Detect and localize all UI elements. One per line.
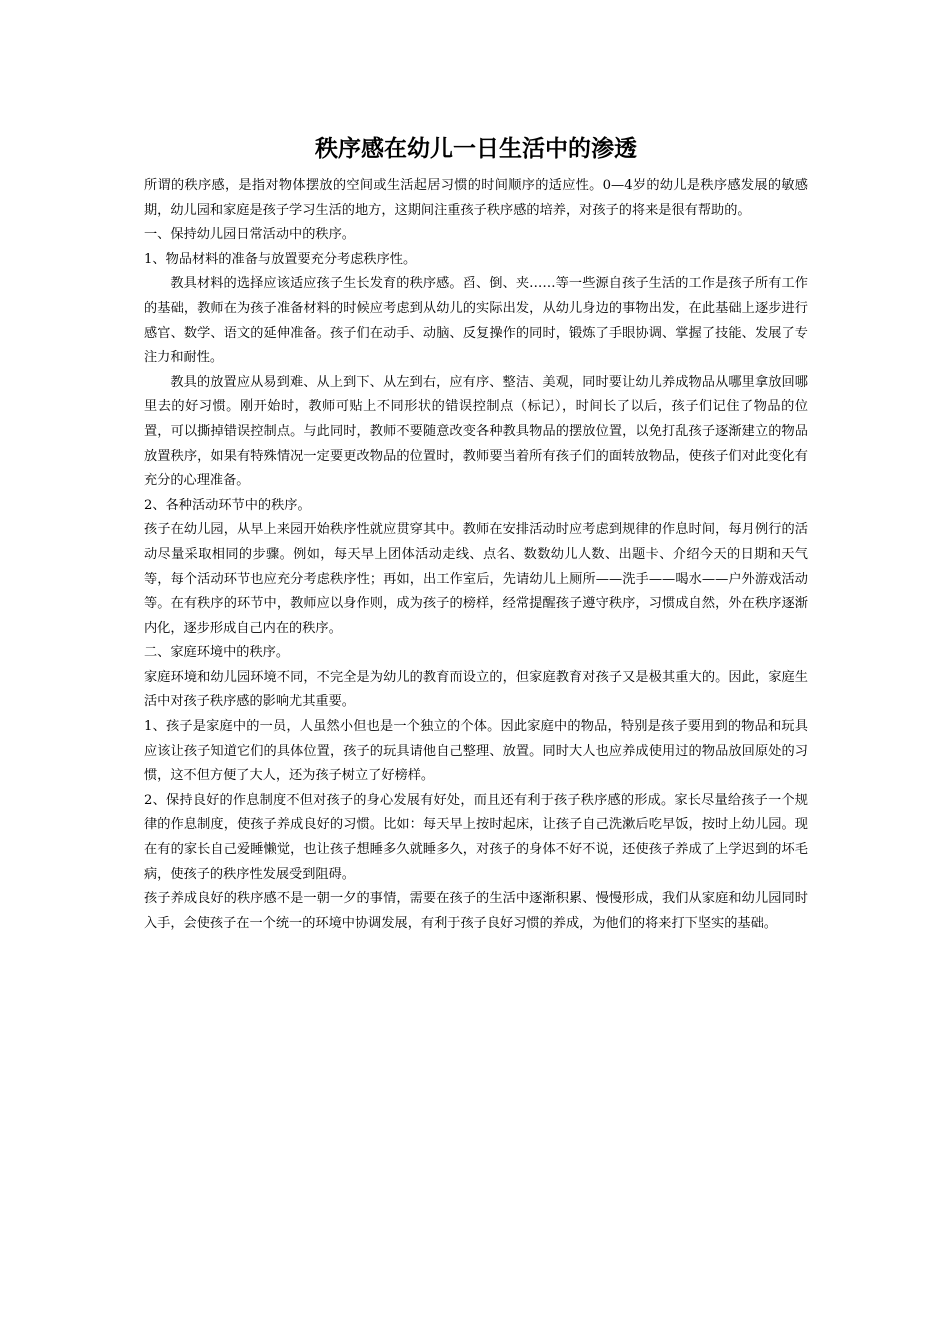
intro-paragraph: 所谓的秩序感，是指对物体摆放的空间或生活起居习惯的时间顺序的适应性。0—4岁的幼儿是秩序感发展的敏感期，幼儿园和家庭是孩子学习生活的地方，这期间注重孩子秩序感的培养，对孩子的将来是很有帮助的。 <box>144 178 808 218</box>
paragraph-material-selection: 教具材料的选择应该适应孩子生长发育的秩序感。舀、倒、夹……等一些源自孩子生活的工作是孩子所有工作的基础，教师在为孩子准备材料的时候应考虑到从幼儿的实际出发，从幼儿身边的事物出发，在此基础上逐步进行感官、数学、语文的延伸准备。孩子们在动手、动脑、反复操作的同时，锻炼了手眼协调、掌握了技能、发展了专注力和耐性。 <box>144 276 808 366</box>
document-title: 秩序感在幼儿一日生活中的渗透 <box>315 136 637 162</box>
paragraph-home-intro: 家庭环境和幼儿园环境不同，不完全是为幼儿的教育而设立的，但家庭教育对孩子又是极其重大的。因此，家庭生活中对孩子秩序感的影响尤其重要。 <box>144 669 808 710</box>
paragraph-home-item-2: 2、保持良好的作息制度不但对孩子的身心发展有好处，而且还有利于孩子秩序感的形成。家长尽量给孩子一个规律的作息制度，使孩子养成良好的习惯。比如：每天早上按时起床，让孩子自己洗漱后吃早饭，按时上幼儿园。现在有的家长自己爱睡懒觉，也让孩子想睡多久就睡多久，对孩子的身体不好不说，还使孩子养成了上学迟到的坏毛病，使孩子的秩序性发展受到阻碍。 <box>144 792 808 882</box>
section-heading-home: 二、家庭环境中的秩序。 <box>144 645 290 661</box>
paragraph-material-placement: 教具的放置应从易到难、从上到下、从左到右，应有序、整洁、美观，同时要让幼儿养成物品从哪里拿放回哪里去的好习惯。刚开始时，教师可贴上不同形状的错误控制点（标记），时间长了以后，孩子们记住了物品的位置，可以撕掉错误控制点。与此同时，教师不要随意改变各种教具物品的摆放位置，以免打乱孩子逐渐建立的物品放置秩序，如果有特殊情况一定要更改物品的位置时，教师要当着所有孩子们的面转放物品，使孩子们对此变化有充分的心理准备。 <box>144 374 808 489</box>
paragraph-conclusion: 孩子养成良好的秩序感不是一朝一夕的事情，需要在孩子的生活中逐渐积累、慢慢形成，我们从家庭和幼儿园同时入手，会使孩子在一个统一的环境中协调发展，有利于孩子良好习惯的养成，为他们的将来打下坚实的基础。 <box>144 891 808 931</box>
subheading-materials: 1、物品材料的准备与放置要充分考虑秩序性。 <box>144 251 417 267</box>
paragraph-activities: 孩子在幼儿园，从早上来园开始秩序性就应贯穿其中。教师在安排活动时应考虑到规律的作息时间，每月例行的活动尽量采取相同的步骤。例如，每天早上团体活动走线、点名、数数幼儿人数、出题卡、介绍今天的日期和天气等，每个活动环节也应充分考虑秩序性；再如，出工作室后，先请幼儿上厕所——洗手——喝水——户外游戏活动等。在有秩序的环节中，教师应以身作则，成为孩子的榜样，经常提醒孩子遵守秩序，习惯成自然，外在秩序逐渐内化，逐步形成自己内在的秩序。 <box>144 522 808 636</box>
section-heading-kindergarten: 一、保持幼儿园日常活动中的秩序。 <box>144 227 355 243</box>
paragraph-home-item-1: 1、孩子是家庭中的一员，人虽然小但也是一个独立的个体。因此家庭中的物品，特别是孩子要用到的物品和玩具应该让孩子知道它们的具体位置，孩子的玩具请他自己整理、放置。同时大人也应养成使用过的物品放回原处的习惯，这不但方便了大人，还为孩子树立了好榜样。 <box>144 719 808 784</box>
document-page <box>144 126 808 936</box>
subheading-activities: 2、各种活动环节中的秩序。 <box>144 497 311 513</box>
